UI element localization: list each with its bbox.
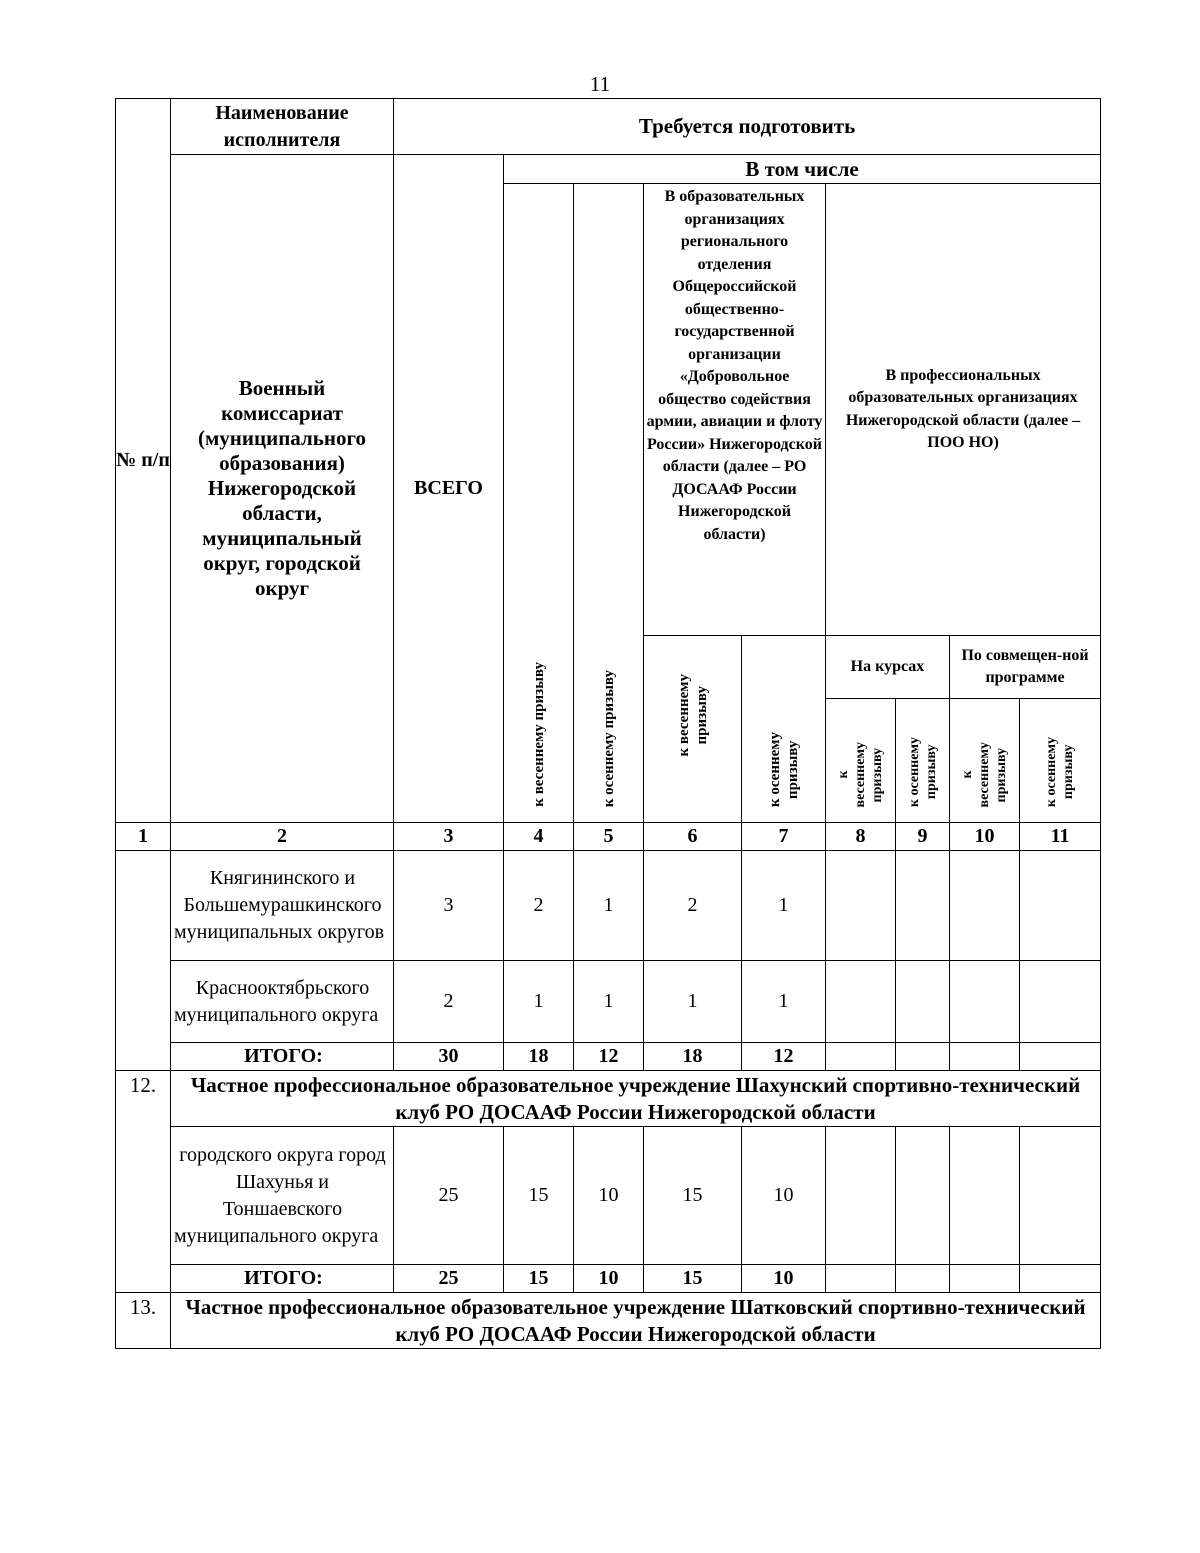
cell-empty <box>826 1043 896 1071</box>
header-spring-all: к весеннему призыву <box>504 184 574 823</box>
header-courses-autumn: к осеннему призыву <box>896 699 950 823</box>
header-dosaaf: В образовательных организациях регионального отделения Общероссийской общественно-государственной организации «Добровольное общество содействия армии, авиации и флоту России» Нижегородской области (далее – РО ДОСААФ России Нижегородской области) <box>644 184 826 636</box>
cell-empty <box>1020 1043 1101 1071</box>
cell-dosaaf-spring: 15 <box>644 1127 742 1265</box>
col-number: 1 <box>116 823 171 851</box>
row-name: городского округа город Шахунья и Тоншаевского муниципального округа <box>171 1127 394 1265</box>
header-name-main: Военный комиссариат (муниципального образования) Нижегородской области, муниципальный округ, городской округ <box>171 155 394 823</box>
col-number: 9 <box>896 823 950 851</box>
cell-total: 3 <box>394 851 504 961</box>
cell-empty <box>826 851 896 961</box>
total-cell: 18 <box>504 1043 574 1071</box>
total-cell: 10 <box>574 1265 644 1293</box>
cell-spring: 2 <box>504 851 574 961</box>
cell-spring: 15 <box>504 1127 574 1265</box>
total-cell: 15 <box>504 1265 574 1293</box>
header-courses: На курсах <box>826 636 950 699</box>
header-combined-autumn: к осеннему призыву <box>1020 699 1101 823</box>
cell-empty <box>1020 851 1101 961</box>
page-number: 11 <box>589 72 611 96</box>
total-label: ИТОГО: <box>171 1043 394 1071</box>
cell-empty <box>1020 1127 1101 1265</box>
col-number: 8 <box>826 823 896 851</box>
training-plan-table <box>115 98 1101 1349</box>
organization-title: Частное профессиональное образовательное учреждение Шахунский спортивно-технический клуб РО ДОСААФ России Нижегородской области <box>171 1071 1101 1127</box>
total-cell: 10 <box>742 1265 826 1293</box>
col-number: 10 <box>950 823 1020 851</box>
cell-empty <box>826 1127 896 1265</box>
col-number: 7 <box>742 823 826 851</box>
cell-autumn: 10 <box>574 1127 644 1265</box>
cell-empty <box>950 1127 1020 1265</box>
header-num: № п/п <box>116 99 171 823</box>
total-cell: 12 <box>574 1043 644 1071</box>
cell-empty <box>896 961 950 1043</box>
header-combined: По совмещен-ной программе <box>950 636 1101 699</box>
row-num-empty <box>116 851 171 1071</box>
cell-empty <box>896 1265 950 1293</box>
total-row <box>116 1043 1101 1071</box>
cell-empty <box>950 1043 1020 1071</box>
cell-autumn: 1 <box>574 961 644 1043</box>
header-total: ВСЕГО <box>394 155 504 823</box>
organization-title: Частное профессиональное образовательное учреждение Шатковский спортивно-технический клуб РО ДОСААФ России Нижегородской области <box>171 1293 1101 1349</box>
total-cell: 18 <box>644 1043 742 1071</box>
header-dosaaf-spring: к весеннему призыву <box>644 636 742 823</box>
cell-empty <box>896 851 950 961</box>
cell-empty <box>826 961 896 1043</box>
cell-spring: 1 <box>504 961 574 1043</box>
col-number: 2 <box>171 823 394 851</box>
col-number: 5 <box>574 823 644 851</box>
cell-empty <box>1020 1265 1101 1293</box>
header-combined-spring: к весеннему призыву <box>950 699 1020 823</box>
row-number: 12. <box>116 1071 171 1293</box>
cell-empty <box>826 1265 896 1293</box>
row-name: Княгининского и Большемурашкинского муниципальных округов <box>171 851 394 961</box>
cell-empty <box>950 851 1020 961</box>
header-poo: В профессиональных образовательных организациях Нижегородской области (далее – ПОО НО) <box>826 184 1101 636</box>
col-number: 4 <box>504 823 574 851</box>
row-name: Краснооктябрьского муниципального округа <box>171 961 394 1043</box>
row-number: 13. <box>116 1293 171 1349</box>
total-cell: 12 <box>742 1043 826 1071</box>
organization-row <box>116 1071 1101 1127</box>
cell-dosaaf-autumn: 1 <box>742 851 826 961</box>
table-row <box>116 1127 1101 1265</box>
table-row <box>116 851 1101 961</box>
organization-row <box>116 1293 1101 1349</box>
cell-empty <box>896 1043 950 1071</box>
col-number: 11 <box>1020 823 1101 851</box>
table-row <box>116 961 1101 1043</box>
cell-dosaaf-spring: 2 <box>644 851 742 961</box>
header-required: Требуется подготовить <box>394 99 1101 155</box>
total-cell: 15 <box>644 1265 742 1293</box>
cell-dosaaf-spring: 1 <box>644 961 742 1043</box>
header-including: В том числе <box>504 155 1101 184</box>
total-label: ИТОГО: <box>171 1265 394 1293</box>
cell-dosaaf-autumn: 1 <box>742 961 826 1043</box>
cell-empty <box>950 961 1020 1043</box>
cell-autumn: 1 <box>574 851 644 961</box>
column-numbers-row <box>116 823 1101 851</box>
header-dosaaf-autumn: к осеннему призыву <box>742 636 826 823</box>
cell-empty <box>1020 961 1101 1043</box>
total-cell: 25 <box>394 1265 504 1293</box>
cell-total: 25 <box>394 1127 504 1265</box>
header-name-top: Наименование исполнителя <box>171 99 394 155</box>
cell-empty <box>896 1127 950 1265</box>
cell-dosaaf-autumn: 10 <box>742 1127 826 1265</box>
header-courses-spring: к весеннему призыву <box>826 699 896 823</box>
total-cell: 30 <box>394 1043 504 1071</box>
col-number: 6 <box>644 823 742 851</box>
total-row <box>116 1265 1101 1293</box>
header-autumn-all: к осеннему призыву <box>574 184 644 823</box>
col-number: 3 <box>394 823 504 851</box>
cell-empty <box>950 1265 1020 1293</box>
cell-total: 2 <box>394 961 504 1043</box>
